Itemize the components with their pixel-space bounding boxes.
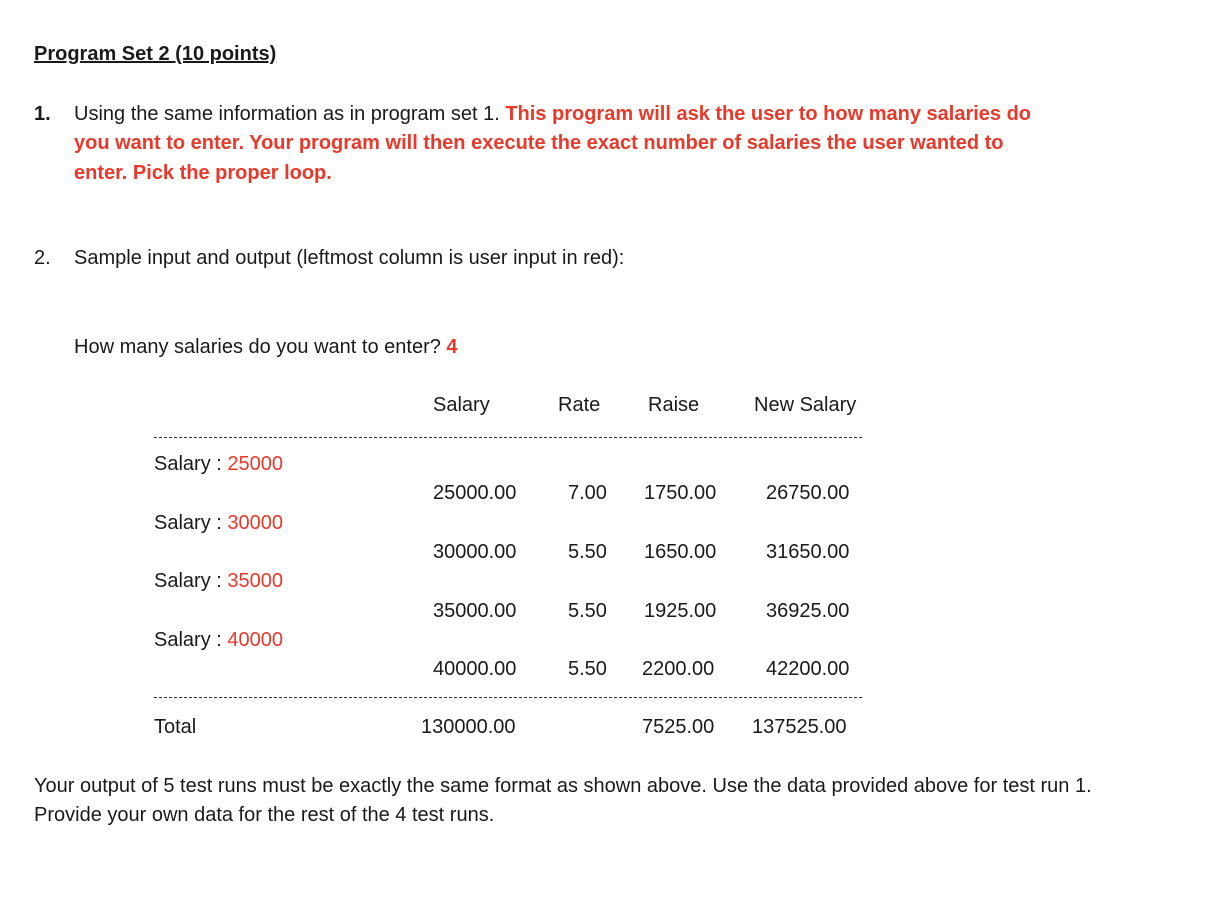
item-1-red-text-3: enter. Pick the proper loop. bbox=[74, 162, 332, 184]
cell-raise: 1650.00 bbox=[644, 541, 717, 563]
item-1-intro: Using the same information as in program set 1. bbox=[74, 103, 506, 125]
salary-input-value: 30000 bbox=[227, 512, 283, 534]
total-new-salary: 137525.00 bbox=[752, 716, 847, 738]
item-1-red-text-1: This program will ask the user to how many salaries do bbox=[505, 103, 1032, 125]
cell-new-salary: 42200.00 bbox=[766, 658, 850, 680]
salary-input-row bbox=[154, 453, 283, 476]
prompt-label: How many salaries do you want to enter? bbox=[74, 336, 447, 358]
salary-input-row bbox=[154, 629, 283, 652]
salary-input-row bbox=[154, 512, 283, 535]
cell-salary: 40000.00 bbox=[433, 658, 517, 680]
salary-input-value: 35000 bbox=[227, 570, 283, 592]
item-2-text: Sample input and output (leftmost column is user input in red): bbox=[74, 247, 625, 269]
cell-salary: 35000.00 bbox=[433, 600, 517, 622]
cell-new-salary: 26750.00 bbox=[766, 482, 850, 504]
cell-salary: 30000.00 bbox=[433, 541, 517, 563]
cell-raise: 2200.00 bbox=[642, 658, 715, 680]
col-header-rate: Rate bbox=[558, 394, 601, 416]
item-1-line-1 bbox=[74, 103, 1031, 126]
divider-top bbox=[154, 437, 862, 438]
item-1-red-text-2: you want to enter. Your program will then execute the exact number of salaries the user wanted to bbox=[74, 132, 1004, 154]
cell-salary: 25000.00 bbox=[433, 482, 517, 504]
col-header-raise: Raise bbox=[648, 394, 700, 416]
salary-count-prompt bbox=[74, 336, 458, 359]
salary-input-value: 25000 bbox=[227, 453, 283, 475]
salary-input-label: Salary : bbox=[154, 453, 228, 475]
cell-rate: 5.50 bbox=[568, 600, 607, 622]
cell-new-salary: 36925.00 bbox=[766, 600, 850, 622]
col-header-salary: Salary bbox=[433, 394, 490, 416]
total-salary: 130000.00 bbox=[421, 716, 516, 738]
salary-input-label: Salary : bbox=[154, 629, 228, 651]
prompt-user-input: 4 bbox=[446, 336, 458, 358]
salary-input-value: 40000 bbox=[227, 629, 283, 651]
cell-rate: 5.50 bbox=[568, 541, 607, 563]
total-raise: 7525.00 bbox=[642, 716, 715, 738]
item-2-number: 2. bbox=[34, 247, 51, 269]
cell-raise: 1750.00 bbox=[644, 482, 717, 504]
col-header-new-salary: New Salary bbox=[754, 394, 857, 416]
salary-input-label: Salary : bbox=[154, 570, 228, 592]
total-label: Total bbox=[154, 716, 197, 738]
salary-input-row bbox=[154, 570, 283, 593]
instructions-paragraph: Your output of 5 test runs must be exactly the same format as shown above. Use the data provided above for test run 1. Provide your own data for the rest of the 4 test runs. bbox=[34, 775, 1092, 826]
divider-bottom bbox=[154, 697, 862, 698]
cell-raise: 1925.00 bbox=[644, 600, 717, 622]
cell-rate: 5.50 bbox=[568, 658, 607, 680]
section-heading: Program Set 2 (10 points) bbox=[34, 43, 277, 65]
salary-input-label: Salary : bbox=[154, 512, 228, 534]
cell-rate: 7.00 bbox=[568, 482, 607, 504]
item-1-number: 1. bbox=[34, 103, 51, 125]
cell-new-salary: 31650.00 bbox=[766, 541, 850, 563]
